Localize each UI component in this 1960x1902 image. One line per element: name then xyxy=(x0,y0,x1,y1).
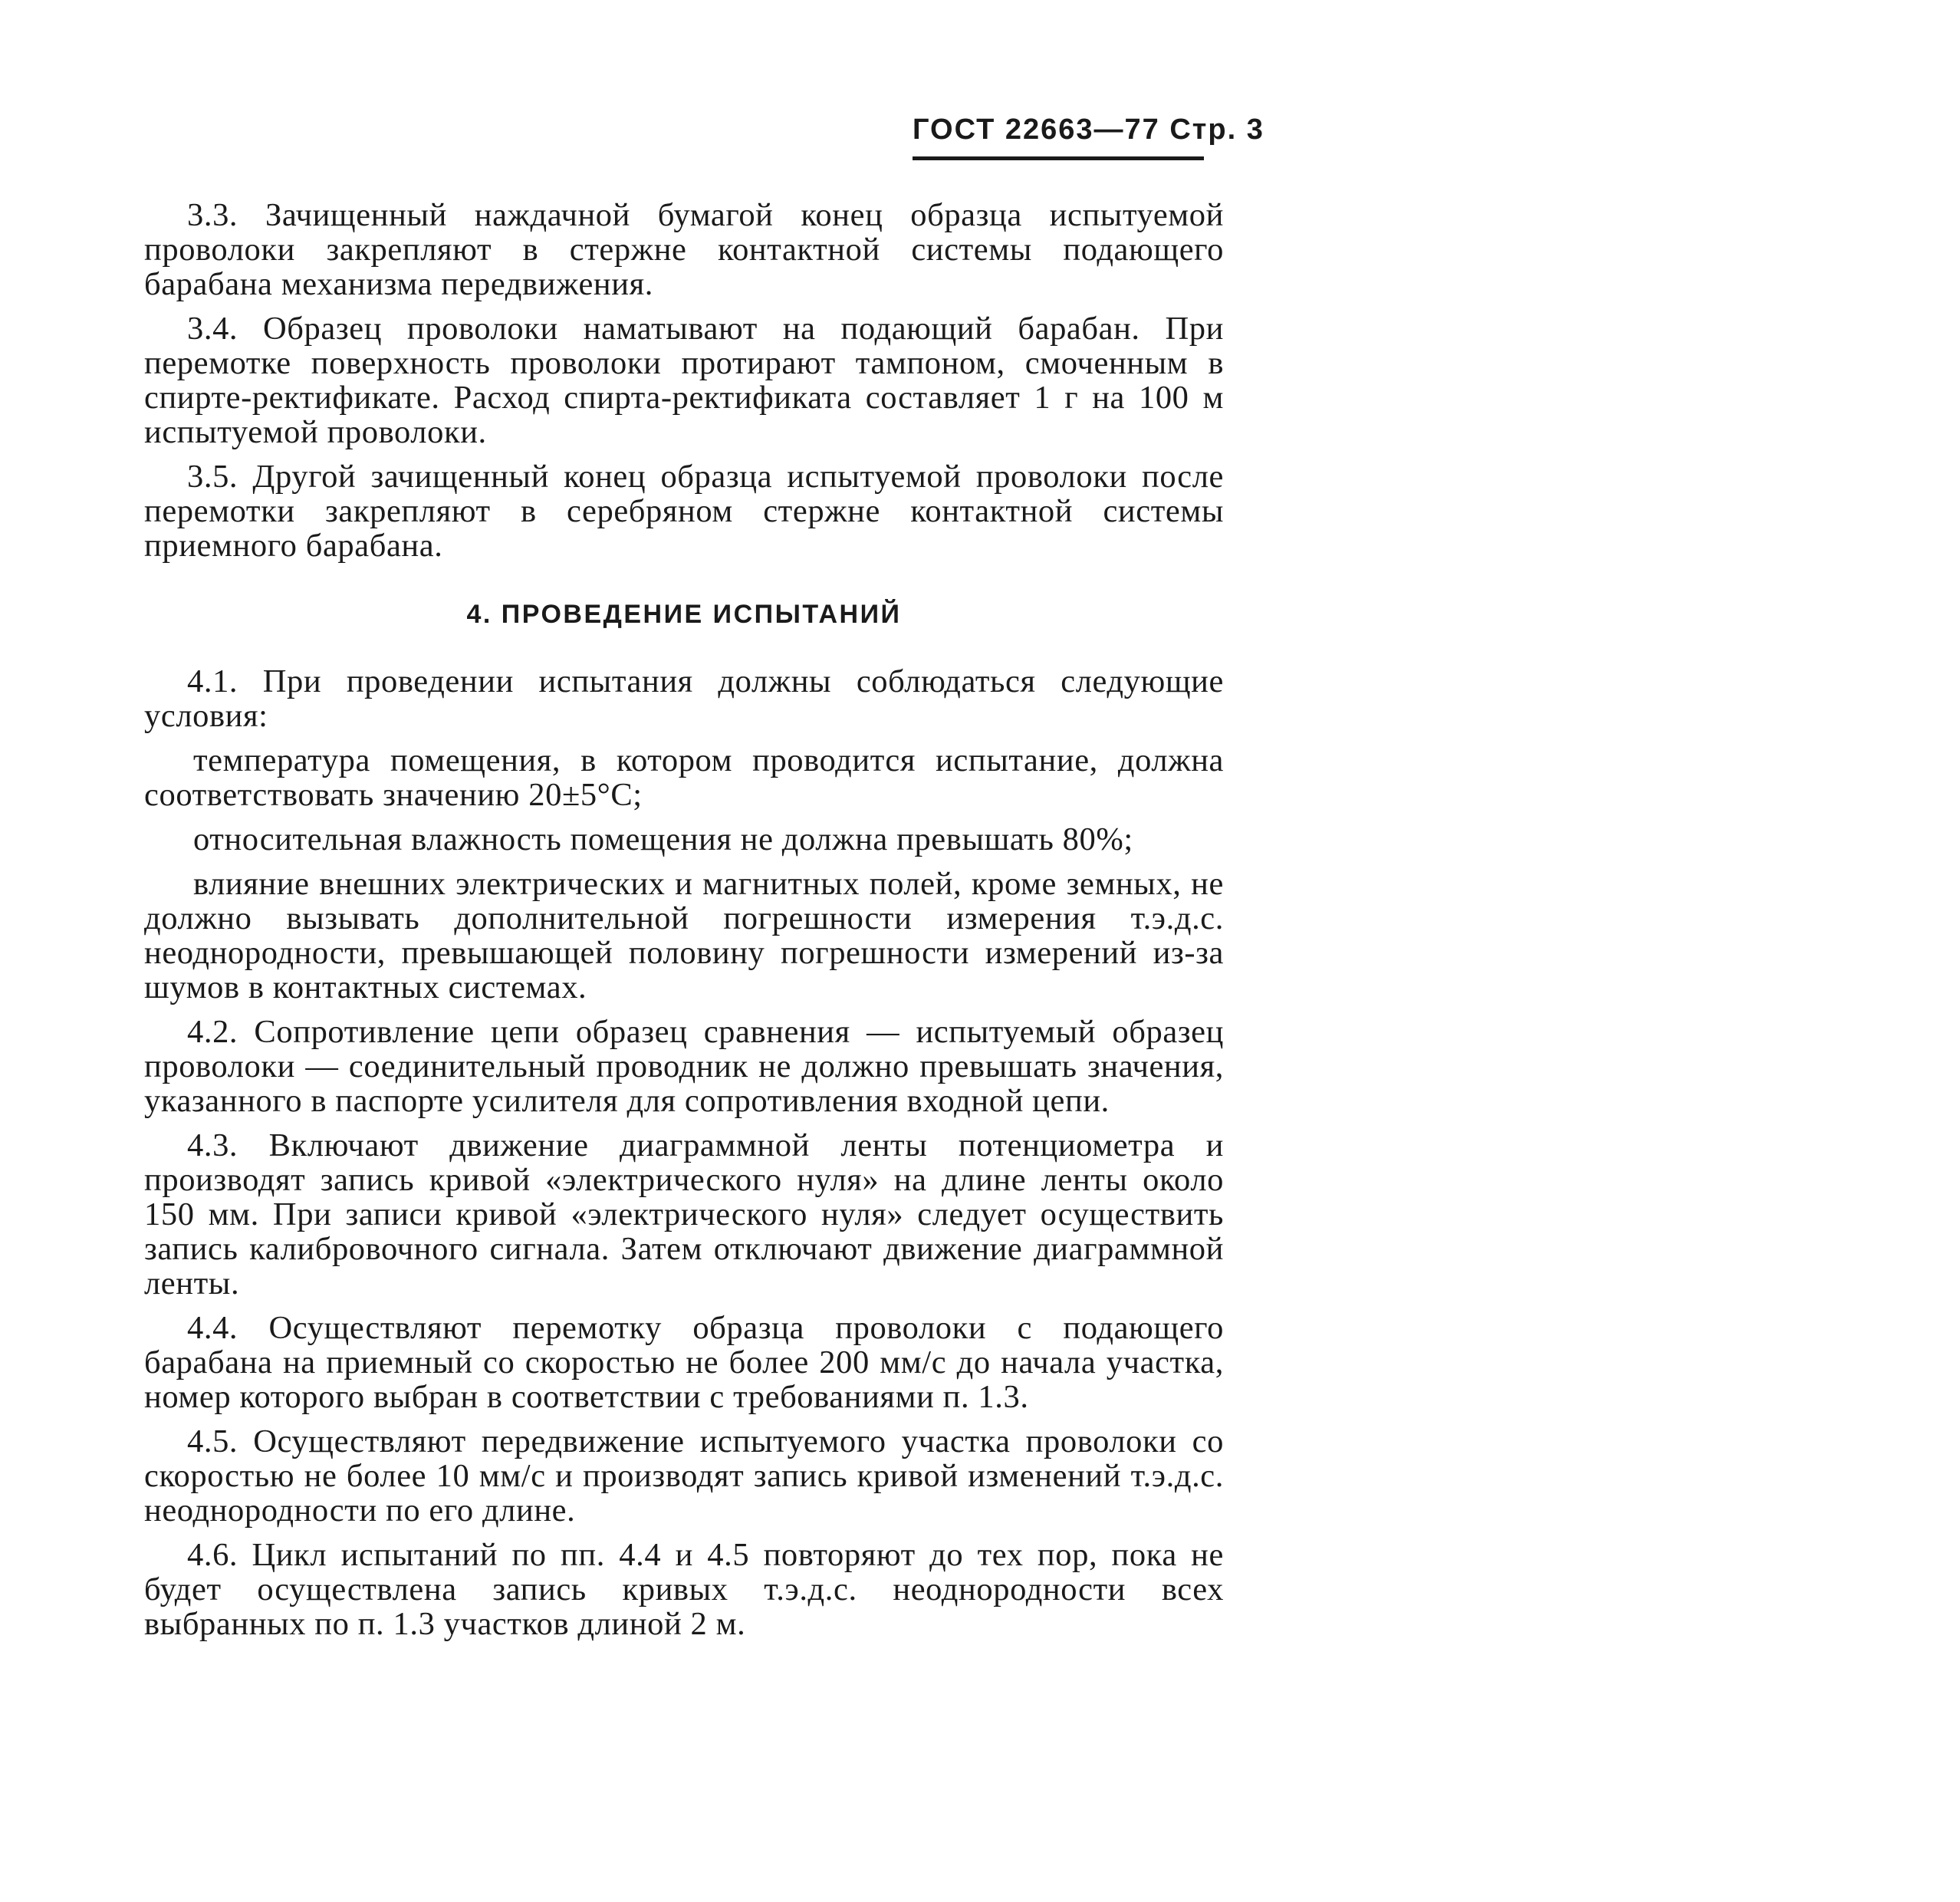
condition-fields: влияние внешних электрических и магнитных полей, кроме земных, не должно вызывать дополнительной погрешности измерения т.э.д.с. неоднородности, превышающей половину погрешности измерений из-за шумов в контактных системах. xyxy=(144,866,1224,1005)
paragraph-3-5: 3.5. Другой зачищенный конец образца испытуемой проволоки после перемотки закрепляют в серебряном стержне контактной системы приемного барабана. xyxy=(144,459,1224,564)
condition-humidity: относительная влажность помещения не должна превышать 80%; xyxy=(193,821,1133,857)
paragraph-3-4: 3.4. Образец проволоки наматывают на подающий барабан. При перемотке поверхность проволоки протирают тампоном, смоченным в спирте-ректификате. Расход спирта-ректификата составляет 1 г на 100 м испытуемой проволоки. xyxy=(144,311,1224,450)
paragraph-4-3: 4.3. Включают движение диаграммной ленты потенциометра и производят запись кривой «электрического нуля» на длине ленты около 150 мм. При записи кривой «электрического нуля» следует осуществить запись калибровочного сигнала. Затем отключают движение диаграммной ленты. xyxy=(144,1127,1224,1301)
header-rule xyxy=(913,156,1204,160)
paragraph-4-4: 4.4. Осуществляют перемотку образца проволоки с подающего барабана на приемный со скоростью не более 200 мм/с до начала участка, номер которого выбран в соответствии с требованиями п. 1.3. xyxy=(144,1310,1224,1415)
paragraph-4-6: 4.6. Цикл испытаний по пп. 4.4 и 4.5 повторяют до тех пор, пока не будет осуществлена запись кривых т.э.д.с. неоднородности всех выбранных по п. 1.3 участков длиной 2 м. xyxy=(144,1537,1224,1642)
paragraph-3-3: 3.3. Зачищенный наждачной бумагой конец образца испытуемой проволоки закрепляют в стержне контактной системы подающего барабана механизма передвижения. xyxy=(144,197,1224,302)
paragraph-4-5: 4.5. Осуществляют передвижение испытуемого участка проволоки со скоростью не более 10 мм/с и производят запись кривой изменений т.э.д.с. неоднородности по его длине. xyxy=(144,1423,1224,1529)
document-body xyxy=(144,198,1224,1651)
paragraph-4-2: 4.2. Сопротивление цепи образец сравнения — испытуемый образец проволоки — соединительный проводник не должно превышать значения, указанного в паспорте усилителя для сопротивления входной цепи. xyxy=(144,1014,1224,1119)
section-title: 4. ПРОВЕДЕНИЕ ИСПЫТАНИЙ xyxy=(466,600,902,629)
paragraph-4-1: 4.1. При проведении испытания должны соблюдаться следующие условия: xyxy=(144,663,1224,734)
condition-temperature: температура помещения, в котором проводится испытание, должна соответствовать значению 20±5°С; xyxy=(144,742,1224,813)
running-header: ГОСТ 22663—77 Стр. 3 xyxy=(913,114,1264,146)
